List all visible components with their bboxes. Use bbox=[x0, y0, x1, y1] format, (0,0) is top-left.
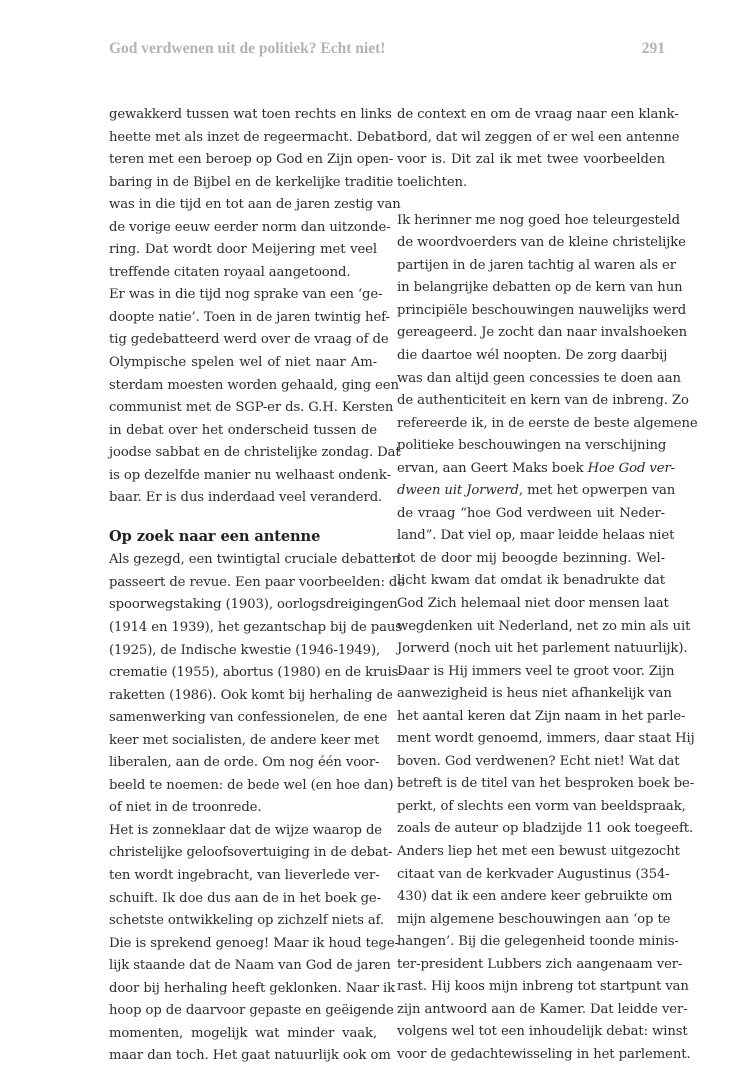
text-line bbox=[397, 480, 676, 503]
text-line: baring in de Bijbel en de kerkelijke traditie bbox=[109, 174, 394, 190]
text-line: die daartoe wél noopten. De zorg daarbij bbox=[397, 347, 668, 363]
text-line: was in die tijd en tot aan de jaren zestig van bbox=[109, 197, 401, 213]
text-line: (1925), de Indische kwestie (1946-1949), bbox=[109, 642, 381, 658]
text-line: teren met een beroep op God en Zijn open- bbox=[109, 152, 394, 168]
text-line: hangen’. Bij die gelegenheid toonde minis- bbox=[397, 934, 679, 950]
text-line: zoals de auteur op bladzijde 11 ook toegeeft. bbox=[397, 821, 694, 837]
book-title-italic: Hoe God ver- bbox=[587, 460, 675, 476]
text-line: principiële beschouwingen nauwelijks werd bbox=[397, 302, 687, 318]
text-line: heette met als inzet de regeermacht. Debat- bbox=[109, 129, 401, 145]
paragraph-gap bbox=[109, 510, 377, 526]
text-line: lijk staande dat de Naam van God de jaren bbox=[109, 958, 391, 974]
text-line: maar dan toch. Het gaat natuurlijk ook om bbox=[109, 1048, 391, 1064]
text-line: of niet in de troonrede. bbox=[109, 800, 262, 816]
text-line: liberalen, aan de orde. Om nog één voor- bbox=[109, 755, 380, 771]
text-line: schetste ontwikkeling op zichzelf niets af. bbox=[109, 913, 385, 929]
text-line: raketten (1986). Ook komt bij herhaling de bbox=[109, 687, 393, 703]
text-line: rast. Hij koos mijn inbreng tot startpunt van bbox=[397, 979, 689, 995]
text-line: schuift. Ik doe dus aan de in het boek ge- bbox=[109, 890, 381, 906]
text-line: communist met de SGP-er ds. G.H. Kersten bbox=[109, 400, 394, 416]
text-line bbox=[397, 458, 675, 481]
text-line: perkt, of slechts een vorm van beeldspraak, bbox=[397, 798, 686, 814]
text-line: treffende citaten royaal aangetoond. bbox=[109, 264, 351, 280]
text-line: mijn algemene beschouwingen aan ‘op te bbox=[397, 911, 671, 927]
text-line: tot de door mij beoogde bezinning. Wel- bbox=[397, 550, 665, 566]
text-line: land”. Dat viel op, maar leidde helaas niet bbox=[397, 528, 675, 544]
text-line: ten wordt ingebracht, van lieverlede ver- bbox=[109, 868, 380, 883]
text-line: momenten, mogelijk wat minder vaak, bbox=[109, 1025, 377, 1041]
text-line: doopte natie’. Toen in de jaren twintig hef- bbox=[109, 309, 390, 325]
text-line: was dan altijd geen concessies te doen aan bbox=[397, 370, 681, 386]
text-line: het aantal keren dat Zijn naam in het parle- bbox=[397, 708, 686, 724]
text-line: Daar is Hij immers veel te groot voor. Zijn bbox=[397, 663, 675, 679]
text-line: de vorige eeuw eerder norm dan uitzonde- bbox=[109, 219, 391, 235]
text-line: Die is sprekend genoeg! Maar ik houd tege- bbox=[109, 935, 399, 951]
text-line: Anders liep het met een bewust uitgezocht bbox=[397, 844, 680, 859]
text-line: Het is zonneklaar dat de wijze waarop de bbox=[109, 822, 382, 838]
text-line: Jorwerd (noch uit het parlement natuurlijk). bbox=[397, 641, 688, 657]
text-line: crematie (1955), abortus (1980) en de kruis- bbox=[109, 665, 403, 681]
text-line: hoop op de daarvoor gepaste en geëigende bbox=[109, 1003, 394, 1019]
text-line: baar. Er is dus inderdaad veel veranderd. bbox=[109, 490, 383, 506]
text-line: de woordvoerders van de kleine christelijke bbox=[397, 235, 686, 251]
text-line: tig gedebatteerd werd over de vraag of de bbox=[109, 332, 389, 348]
text-line: spoorwegstaking (1903), oorlogsdreigingen bbox=[109, 597, 398, 613]
text-line: ment wordt genoemd, immers, daar staat Hij bbox=[397, 731, 695, 747]
text-line: licht kwam dat omdat ik benadrukte dat bbox=[397, 573, 665, 589]
text-line: sterdam moesten worden gehaald, ging een bbox=[109, 377, 399, 393]
text-line: zijn antwoord aan de Kamer. Dat leidde ver- bbox=[397, 1001, 688, 1017]
right-text-column bbox=[397, 104, 698, 1066]
left-text-column bbox=[109, 104, 405, 1068]
text-line: door bij herhaling heeft geklonken. Naar ik bbox=[109, 980, 395, 996]
text-line: de context en om de vraag naar een klank- bbox=[397, 107, 679, 122]
text-line: 430) dat ik een andere keer gebruikte om bbox=[397, 889, 673, 905]
text-line: voor de gedachtewisseling in het parlement. bbox=[397, 1046, 691, 1062]
text-line: Er was in die tijd nog sprake van een ‘ge- bbox=[109, 287, 383, 303]
running-head-title: God verdwenen uit de politiek? Echt niet! bbox=[109, 40, 386, 57]
text-line: voor is. Dit zal ik met twee voorbeelden bbox=[397, 152, 665, 168]
text-line: keer met socialisten, de andere keer met bbox=[109, 732, 380, 748]
running-head bbox=[109, 40, 665, 64]
text-line: in debat over het onderscheid tussen de bbox=[109, 422, 377, 438]
text-line: beeld te noemen: de bede wel (en hoe dan) bbox=[109, 777, 394, 793]
text-line: gewakkerd tussen wat toen rechts en links bbox=[109, 107, 392, 122]
text-line: Als gezegd, een twintigtal cruciale debatten bbox=[109, 552, 400, 568]
text-line: joodse sabbat en de christelijke zondag. Dat bbox=[109, 445, 401, 461]
section-heading: Op zoek naar een antenne bbox=[109, 528, 321, 546]
text-line: samenwerking van confessionelen, de ene bbox=[109, 710, 388, 726]
text-line: volgens wel tot een inhoudelijk debat: winst bbox=[397, 1024, 688, 1040]
text-line: gereageerd. Je zocht dan naar invalshoeken bbox=[397, 325, 687, 341]
text-fragment: , met het opwerpen van bbox=[518, 483, 676, 499]
page-number: 291 bbox=[641, 40, 665, 57]
text-line: God Zich helemaal niet door mensen laat bbox=[397, 595, 669, 611]
text-line: ter-president Lubbers zich aangenaam ver- bbox=[397, 956, 683, 972]
text-line: Ik herinner me nog goed hoe teleurgesteld bbox=[397, 212, 680, 228]
text-line: wegdenken uit Nederland, net zo min als uit bbox=[397, 618, 691, 634]
text-line: in belangrijke debatten op de kern van hun bbox=[397, 280, 683, 296]
text-line: politieke beschouwingen na verschijning bbox=[397, 438, 667, 454]
text-line: (1914 en 1939), het gezantschap bij de paus bbox=[109, 619, 402, 635]
text-line: passeert de revue. Een paar voorbeelden: de bbox=[109, 574, 405, 590]
book-title-italic: dween uit Jorwerd bbox=[397, 483, 519, 499]
text-line: aanwezigheid is heus niet afhankelijk van bbox=[397, 686, 672, 702]
text-fragment: ervan, aan Geert Maks boek bbox=[397, 460, 588, 476]
text-line: refereerde ik, in de eerste de beste algemene bbox=[397, 415, 698, 431]
text-line: ring. Dat wordt door Meijering met veel bbox=[109, 242, 377, 258]
text-line: christelijke geloofsovertuiging in de debat- bbox=[109, 845, 393, 861]
text-line: betreft is de titel van het besproken boek be- bbox=[397, 776, 695, 792]
text-line: partijen in de jaren tachtig al waren als er bbox=[397, 257, 676, 273]
text-line: bord, dat wil zeggen of er wel een antenne bbox=[397, 129, 680, 145]
text-line: citaat van de kerkvader Augustinus (354- bbox=[397, 866, 670, 882]
text-line: toelichten. bbox=[397, 174, 468, 190]
text-line: de authenticiteit en kern van de inbreng. Zo bbox=[397, 393, 689, 409]
text-line: is op dezelfde manier nu welhaast ondenk- bbox=[109, 467, 391, 483]
paragraph-gap bbox=[397, 194, 665, 210]
text-line: boven. God verdwenen? Echt niet! Wat dat bbox=[397, 753, 680, 769]
text-line: de vraag “hoe God verdween uit Neder- bbox=[397, 505, 665, 521]
text-line: Olympische spelen wel of niet naar Am- bbox=[109, 355, 377, 371]
